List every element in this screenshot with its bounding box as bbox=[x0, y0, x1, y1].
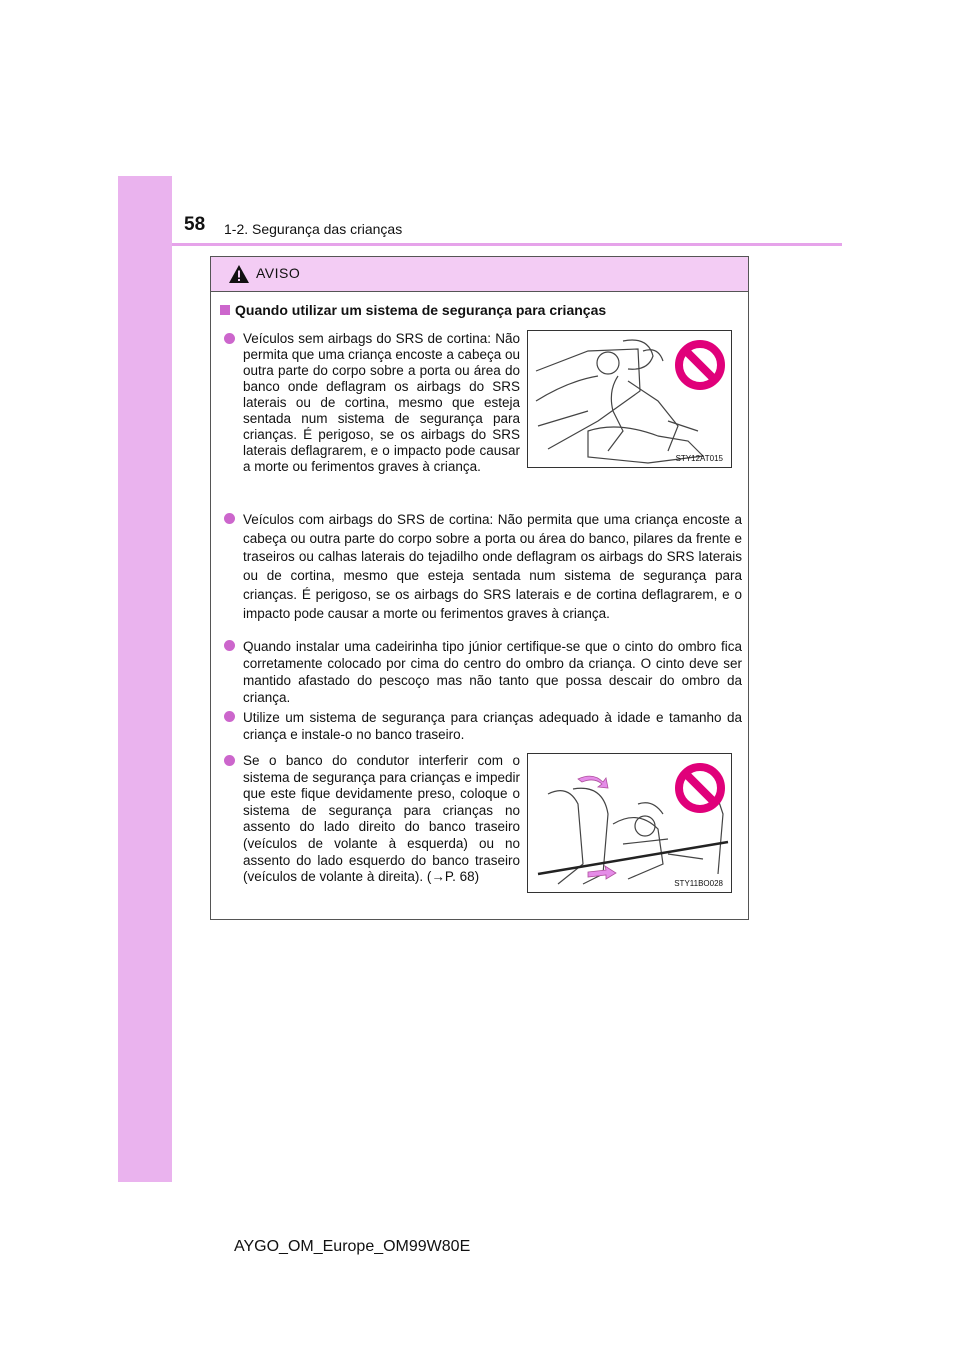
warning-heading bbox=[220, 302, 606, 318]
warning-item-2 bbox=[224, 511, 742, 623]
bullet-icon bbox=[224, 711, 235, 722]
warning-item-text: Veículos sem airbags do SRS de cortina: Não permita que uma criança encoste a cabeça ou outra parte do corpo sobre a porta ou área do banco onde deflagram os airbags do SRS laterais ou de cortina, mesmo que esteja sentada num sistema de segurança para crianças. É perigoso, se os airbags do SRS laterais deflagrarem, e o impacto pode causar a morte ou ferimentos graves à criança. bbox=[243, 331, 520, 474]
warning-item-text: Quando instalar uma cadeirinha tipo júnior certifique-se que o cinto do ombro fica corretamente colocado por cima do centro do ombro da criança. O cinto deve ser mantido afastado do pescoço mas não tanto que possa descair do ombro da criança. bbox=[243, 639, 742, 705]
warning-box bbox=[210, 256, 749, 920]
warning-heading-text: Quando utilizar um sistema de segurança para crianças bbox=[235, 302, 607, 318]
warning-header bbox=[211, 257, 748, 292]
warning-item-1 bbox=[224, 331, 520, 475]
figure-code: STY11BO028 bbox=[674, 879, 723, 888]
bullet-icon bbox=[224, 755, 235, 766]
warning-label: AVISO bbox=[256, 265, 301, 281]
warning-item-5 bbox=[224, 753, 520, 886]
header-rule bbox=[172, 243, 842, 246]
square-bullet-icon bbox=[220, 305, 230, 315]
figure-code: STY12AT015 bbox=[675, 454, 723, 463]
prohibited-icon bbox=[674, 762, 726, 814]
side-band bbox=[118, 176, 172, 1182]
warning-item-3 bbox=[224, 638, 742, 706]
warning-item-text: Se o banco do condutor interferir com o sistema de segurança para crianças e impedir que este fique devidamente preso, coloque o sistema de segurança para crianças no assento do lado direito do banco traseiro (veículos de volante à esquerda) ou no assento do lado esquerdo do banco traseiro (veículos de volante à direita). (→P. 68) bbox=[243, 753, 520, 885]
footer-doc-id: AYGO_OM_Europe_OM99W80E bbox=[234, 1238, 471, 1255]
page-number: 58 bbox=[184, 214, 206, 235]
bullet-icon bbox=[224, 640, 235, 651]
prohibited-icon bbox=[674, 339, 726, 391]
warning-item-text: Veículos com airbags do SRS de cortina: Não permita que uma criança encoste a cabeça ou outra parte do corpo sobre a porta ou área do banco, pilares da frente e traseiros ou calhas laterais do tejadilho onde deflagram os airbags do SRS laterais ou de cortina, mesmo que esteja sentada num sistema de segurança para crianças. É perigoso, se os airbags do SRS laterais e de cortina deflagrarem, e o impacto pode causar a morte ou ferimentos graves à criança. bbox=[243, 512, 742, 621]
warning-triangle-icon bbox=[228, 264, 250, 284]
figure-driver-seat-interference bbox=[527, 753, 732, 893]
warning-item-text: Utilize um sistema de segurança para crianças adequado à idade e tamanho da criança e instale-o no banco traseiro. bbox=[243, 710, 742, 742]
warning-item-4 bbox=[224, 709, 742, 743]
bullet-icon bbox=[224, 333, 235, 344]
section-title: 1-2. Segurança das crianças bbox=[224, 221, 403, 237]
bullet-icon bbox=[224, 513, 235, 524]
figure-child-side-airbag bbox=[527, 330, 732, 468]
